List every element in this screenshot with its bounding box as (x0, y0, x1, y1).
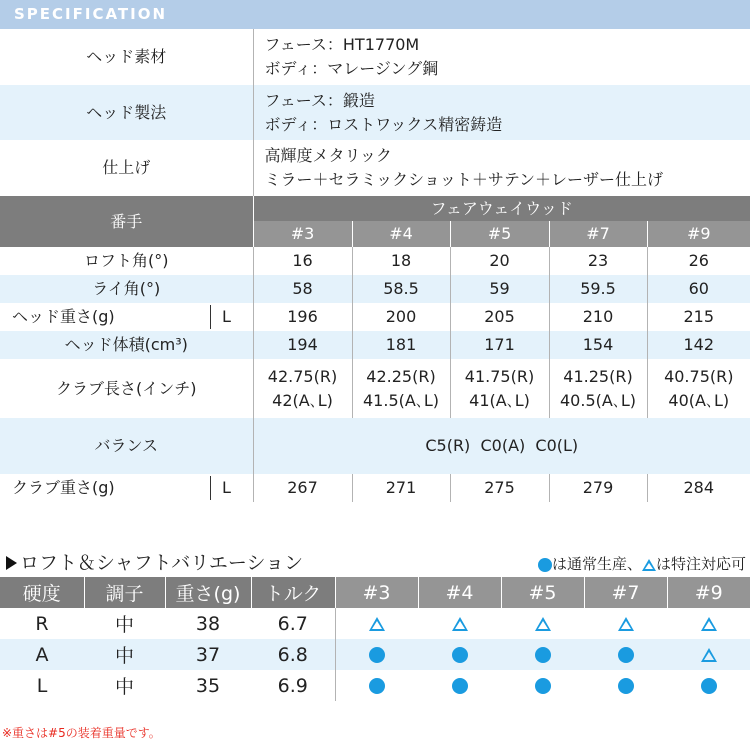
loft-row-a (0, 639, 750, 670)
flex-cell: A (35, 643, 49, 666)
row-label: 仕上げ (0, 140, 253, 196)
triangle-icon (535, 617, 551, 631)
torque-cell: 6.8 (251, 639, 335, 670)
value-cell: 181 (352, 331, 450, 359)
row-label: クラブ長さ(インチ) (0, 359, 253, 418)
value-line: フェース：鍛造 (264, 90, 375, 110)
row-label: ライ角(°) (0, 275, 253, 303)
triangle-icon (701, 648, 717, 662)
circle-icon (618, 678, 634, 694)
r-length: 42.25(R) (366, 366, 436, 386)
category-label: フェアウェイウッド (253, 196, 750, 221)
triangle-icon (618, 617, 634, 631)
spec-row-finish (0, 140, 750, 196)
value-cell: 275 (450, 474, 549, 502)
loft-section-title (6, 548, 303, 575)
availability-cell (667, 608, 750, 639)
weight-footnote: ※重さは#5の装着重量です。 (2, 726, 161, 740)
value-cell: 26 (688, 251, 709, 270)
row-label: ヘッド製法 (0, 85, 253, 140)
r-length: 42.75(R) (267, 366, 338, 386)
row-value (253, 29, 750, 85)
availability-cell (335, 670, 418, 701)
r-length: 41.75(R) (464, 366, 535, 386)
spec-row-lie (0, 275, 750, 303)
spec-row-club-length (0, 359, 750, 418)
value-cell: 194 (253, 331, 352, 359)
availability-cell (584, 639, 667, 670)
loft-row-l (0, 670, 750, 701)
value-line: ボディ：マレージング鋼 (264, 59, 439, 78)
spec-row-head-weight (0, 303, 750, 331)
col-header: #5 (501, 577, 584, 608)
value-cell: 18 (352, 247, 450, 275)
circle-icon (618, 647, 634, 663)
row-label: ヘッド体積(cm³) (0, 331, 253, 359)
spec-row-club-weight (0, 474, 750, 502)
loft-header-row (0, 577, 750, 608)
col-header: #4 (418, 577, 501, 608)
value-cell (253, 359, 352, 418)
col-header: 調子 (84, 577, 165, 608)
value-cell: 171 (450, 331, 549, 359)
number-cell: #7 (549, 221, 647, 247)
value-cell: 60 (688, 279, 709, 298)
kick-cell: 中 (114, 645, 134, 667)
kick-cell: 中 (114, 614, 134, 636)
availability-cell (418, 608, 501, 639)
value-cell: 142 (683, 335, 715, 354)
spec-header (0, 0, 750, 29)
value-cell: 59.5 (549, 275, 647, 303)
row-label: バランス (0, 418, 253, 474)
circle-icon (535, 678, 551, 694)
flex-cell: R (35, 612, 49, 635)
number-cell: #3 (253, 221, 352, 247)
value-cell: 210 (549, 303, 647, 331)
triangle-right-icon (6, 556, 17, 570)
col-header: トルク (251, 577, 335, 608)
value-cell: 279 (549, 474, 647, 502)
value-cell: 59 (450, 275, 549, 303)
spec-title: SPECIFICATION (14, 5, 168, 23)
value-cell: 58 (253, 275, 352, 303)
loft-shaft-table (0, 577, 750, 701)
weight-cell: 37 (195, 643, 221, 666)
r-length: 41.25(R) (563, 366, 633, 386)
value-line: フェース：HT1770M (264, 35, 420, 54)
triangle-icon (642, 559, 656, 571)
al-length: 40(A､L) (668, 390, 730, 410)
value-cell (352, 359, 450, 418)
col-header: 重さ(g) (165, 577, 251, 608)
weight-cell: 35 (195, 674, 221, 697)
availability-cell (584, 670, 667, 701)
row-value (253, 85, 750, 140)
spec-row-head-volume (0, 331, 750, 359)
torque-cell: 6.7 (251, 608, 335, 639)
label-text: クラブ重さ(g) (12, 478, 115, 497)
flex-cell: L (36, 674, 48, 697)
label-text: ヘッド重さ(g) (12, 307, 115, 326)
circle-icon (452, 647, 468, 663)
col-header: #3 (335, 577, 418, 608)
spec-table (0, 29, 750, 502)
availability-cell (335, 608, 418, 639)
row-label: ロフト角(°) (0, 247, 253, 275)
triangle-icon (452, 617, 468, 631)
circle-icon (452, 678, 468, 694)
row-label: ヘッド素材 (0, 29, 253, 85)
spec-row-category (0, 196, 750, 221)
row-value (253, 140, 750, 196)
balance-value: C5(R) C0(A) C0(L) (425, 436, 579, 455)
weight-cell: 38 (195, 612, 221, 635)
al-length: 41.5(A､L) (363, 390, 439, 410)
availability-cell (501, 639, 584, 670)
col-header: #9 (667, 577, 750, 608)
loft-row-r (0, 608, 750, 639)
value-line: ミラー＋セラミックショット＋サテン＋レーザー仕上げ (264, 170, 664, 189)
note-tri-text: は特注対応可 (655, 555, 746, 573)
circle-icon (369, 678, 385, 694)
number-label: 番手 (0, 196, 253, 247)
circle-icon (701, 678, 717, 694)
availability-cell (667, 639, 750, 670)
value-cell: 23 (549, 247, 647, 275)
value-cell (647, 359, 750, 418)
value-cell: 20 (450, 247, 549, 275)
number-cell: #9 (647, 221, 750, 247)
spec-row-balance (0, 418, 750, 474)
availability-cell (501, 670, 584, 701)
availability-cell (335, 639, 418, 670)
availability-cell (584, 608, 667, 639)
col-header: #7 (584, 577, 667, 608)
value-cell (549, 359, 647, 418)
row-label (0, 474, 253, 502)
availability-cell (418, 639, 501, 670)
flex-sub: L (210, 305, 243, 329)
col-header: 硬度 (0, 577, 84, 608)
availability-cell (501, 608, 584, 639)
flex-sub: L (210, 476, 243, 500)
spec-row-head-material (0, 29, 750, 85)
value-cell: 154 (549, 331, 647, 359)
spec-row-head-method (0, 85, 750, 140)
availability-cell (418, 670, 501, 701)
triangle-icon (369, 617, 385, 631)
value-cell: 196 (253, 303, 352, 331)
value-cell: 58.5 (352, 275, 450, 303)
torque-cell: 6.9 (251, 670, 335, 701)
al-length: 40.5(A､L) (560, 390, 636, 410)
value-cell: 284 (683, 478, 715, 497)
value-cell: 16 (253, 247, 352, 275)
spec-row-loft (0, 247, 750, 275)
value-cell: 205 (450, 303, 549, 331)
value-cell: 271 (352, 474, 450, 502)
circle-icon (538, 558, 552, 572)
loft-title-text: ロフト＆シャフトバリエーション (20, 552, 304, 574)
circle-icon (535, 647, 551, 663)
value-cell: 215 (683, 307, 715, 326)
al-length: 41(A､L) (469, 390, 530, 410)
availability-note (538, 553, 746, 574)
circle-icon (369, 647, 385, 663)
kick-cell: 中 (114, 676, 134, 698)
value-cell (450, 359, 549, 418)
availability-cell (667, 670, 750, 701)
value-cell: 267 (253, 474, 352, 502)
number-cell: #4 (352, 221, 450, 247)
value-cell: 200 (352, 303, 450, 331)
number-cell: #5 (450, 221, 549, 247)
value-line: 高輝度メタリック (264, 146, 392, 165)
value-line: ボディ：ロストワックス精密鋳造 (264, 114, 503, 134)
note-dot-text: は通常生産、 (551, 555, 642, 573)
r-length: 40.75(R) (664, 366, 734, 386)
al-length: 42(A､L) (272, 390, 333, 410)
triangle-icon (701, 617, 717, 631)
row-label (0, 303, 253, 331)
